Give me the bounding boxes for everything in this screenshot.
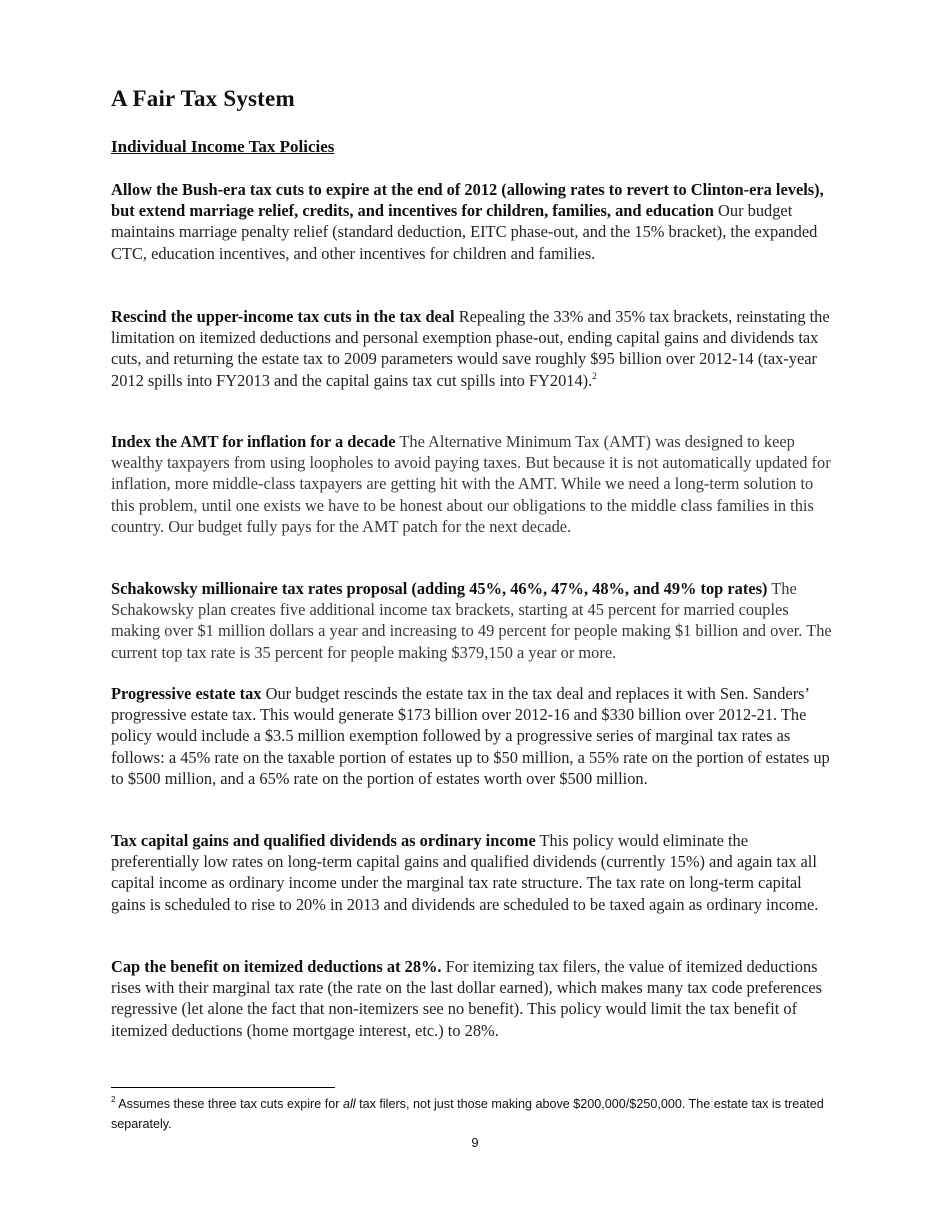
footnote-number: 2 [111,1095,116,1104]
footnote-divider [111,1087,335,1088]
paragraph-body: Repealing the 33% and 35% tax brackets, reinstating the limitation on itemized deductions and personal exemption phase-out, ending capital gains and dividends tax cuts, and returning the estate tax to 2009 parameters would save roughly $95 billion over 2012-14 (tax-year 2012 spills into FY2013 and the capital gains tax cut spills into FY2014). [111,307,830,390]
paragraph-lead: Rescind the upper-income tax cuts in the tax deal [111,307,455,326]
footnote-emphasis: all [342,1097,356,1111]
paragraph-lead: Schakowsky millionaire tax rates proposal (adding 45%, 46%, 47%, 48%, and 49% top rates) [111,579,768,598]
paragraph-rescind-upper-income [111,306,839,391]
page-title: A Fair Tax System [111,86,295,111]
paragraph-lead: Index the AMT for inflation for a decade [111,432,396,451]
footnote-text-after: tax filers, not just those making above $200,000/$250,000. The estate tax is treated separately. [111,1097,824,1131]
paragraph-body: Our budget rescinds the estate tax in the tax deal and replaces it with Sen. Sanders’ progressive estate tax. This would generate $173 billion over 2012-16 and $330 billion over 2012-21. The policy would include a $3.5 million exemption followed by a progressive series of marginal tax rates as follows: a 45% rate on the taxable portion of estates up to $50 million, a 55% rate on the portion of estates up to $500 million, and a 65% rate on the portion of estates worth over $500 million. [111,684,830,788]
paragraph-body: The Alternative Minimum Tax (AMT) was designed to keep wealthy taxpayers from using loopholes to avoid paying taxes. But because it is not automatically updated for inflation, more middle-class taxpayers are getting hit with the AMT. While we need a long-term solution to this problem, until one exists we have to be honest about our obligations to the middle class families in this country. Our budget fully pays for the AMT patch for the next decade. [111,432,831,536]
paragraph-lead: Allow the Bush-era tax cuts to expire at the end of 2012 (allowing rates to revert to Clinton-era levels), but extend marriage relief, credits, and incentives for children, families, and education [111,180,824,221]
section-heading: Individual Income Tax Policies [111,137,335,156]
paragraph-body: This policy would eliminate the preferentially low rates on long-term capital gains and qualified dividends (currently 15%) and again tax all capital income as ordinary income under the marginal tax rate structure. The tax rate on long-term capital gains is scheduled to rise to 20% in 2013 and dividends are scheduled to be taxed again as ordinary income. [111,831,819,914]
footnote [111,1094,846,1134]
footnote-ref: 2 [592,370,597,381]
paragraph-lead: Progressive estate tax [111,684,262,703]
paragraph-lead: Tax capital gains and qualified dividends as ordinary income [111,831,536,850]
page-number: 9 [471,1135,479,1150]
footnote-text-before: Assumes these three tax cuts expire for [118,1097,340,1111]
paragraph-bush-tax-cuts [111,179,839,264]
paragraph-progressive-estate-tax [111,683,839,789]
paragraph-schakowsky [111,578,839,663]
paragraph-lead: Cap the benefit on itemized deductions at 28%. [111,957,442,976]
paragraph-amt-index [111,431,839,537]
paragraph-capital-gains [111,830,839,915]
paragraph-body: For itemizing tax filers, the value of itemized deductions rises with their marginal tax rate (the rate on the last dollar earned), which makes many tax code preferences regressive (let alone the fact that non-itemizers see no benefit). This policy would limit the tax benefit of itemized deductions (home mortgage interest, etc.) to 28%. [111,957,823,1040]
paragraph-itemized-deductions-cap [111,956,839,1041]
paragraph-body: The Schakowsky plan creates five additional income tax brackets, starting at 45 percent for married couples making over $1 million dollars a year and increasing to 49 percent for people making $1 billion and over. The current top tax rate is 35 percent for people making $379,150 a year or more. [111,579,832,662]
paragraph-body: Our budget maintains marriage penalty relief (standard deduction, EITC phase-out, and the 15% bracket), the expanded CTC, education incentives, and other incentives for children and families. [111,201,818,263]
